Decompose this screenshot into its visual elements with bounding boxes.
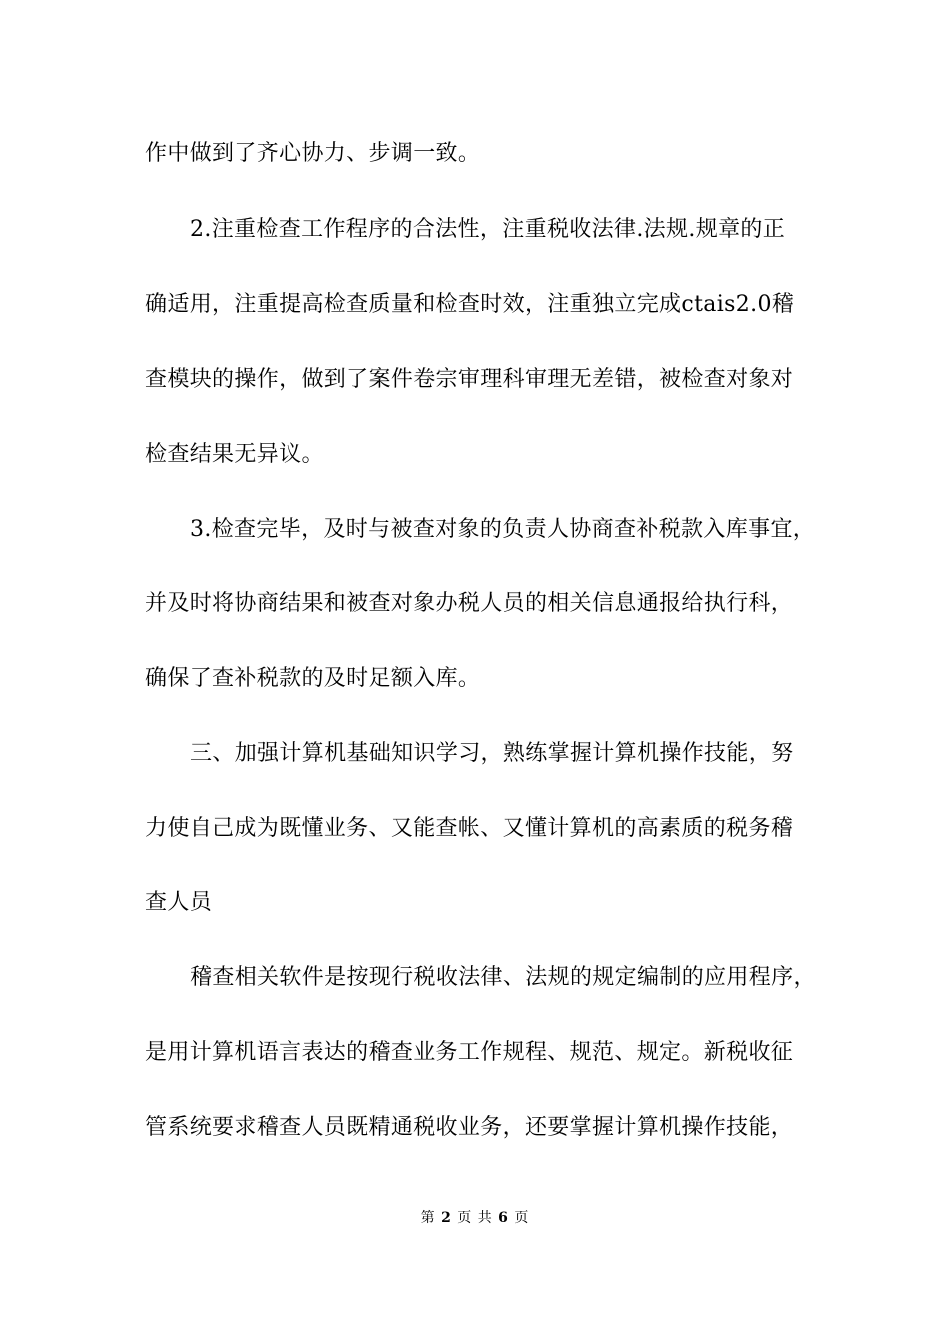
text-line: 作中做到了齐心协力、步调一致。	[145, 141, 481, 166]
text-line: 稽查相关软件是按现行税收法律、法规的规定编制的应用程序，	[190, 965, 816, 990]
text-line: 2.注重检查工作程序的合法性，注重税收法律.法规.规章的正	[190, 217, 786, 242]
text-line: 确保了查补税款的及时足额入库。	[145, 666, 481, 691]
text-line: 力使自己成为既懂业务、又能查帐、又懂计算机的高素质的税务稽	[145, 816, 794, 841]
current-page-number: 2	[441, 1210, 452, 1226]
total-page-count: 6	[498, 1210, 509, 1226]
text-line: 3.检查完毕，及时与被查对象的负责人协商查补税款入库事宜，	[190, 517, 816, 542]
text-line: 三、加强计算机基础知识学习，熟练掌握计算机操作技能，努	[190, 741, 794, 766]
page-footer	[0, 1208, 950, 1228]
text-line: 并及时将协商结果和被查对象办税人员的相关信息通报给执行科，	[145, 591, 794, 616]
text-line: 确适用，注重提高检查质量和检查时效，注重独立完成ctais2.0稽	[145, 292, 795, 317]
text-line: 是用计算机语言表达的稽查业务工作规程、规范、规定。新税收征	[145, 1040, 794, 1065]
footer-suffix: 页	[514, 1210, 530, 1226]
footer-prefix: 第	[420, 1210, 436, 1226]
text-line: 查模块的操作，做到了案件卷宗审理科审理无差错，被检查对象对	[145, 367, 794, 392]
text-line: 查人员	[145, 890, 213, 915]
footer-middle: 页 共	[457, 1210, 493, 1226]
text-line: 管系统要求稽查人员既精通税收业务，还要掌握计算机操作技能，	[145, 1115, 794, 1140]
text-line: 检查结果无异议。	[145, 442, 324, 467]
